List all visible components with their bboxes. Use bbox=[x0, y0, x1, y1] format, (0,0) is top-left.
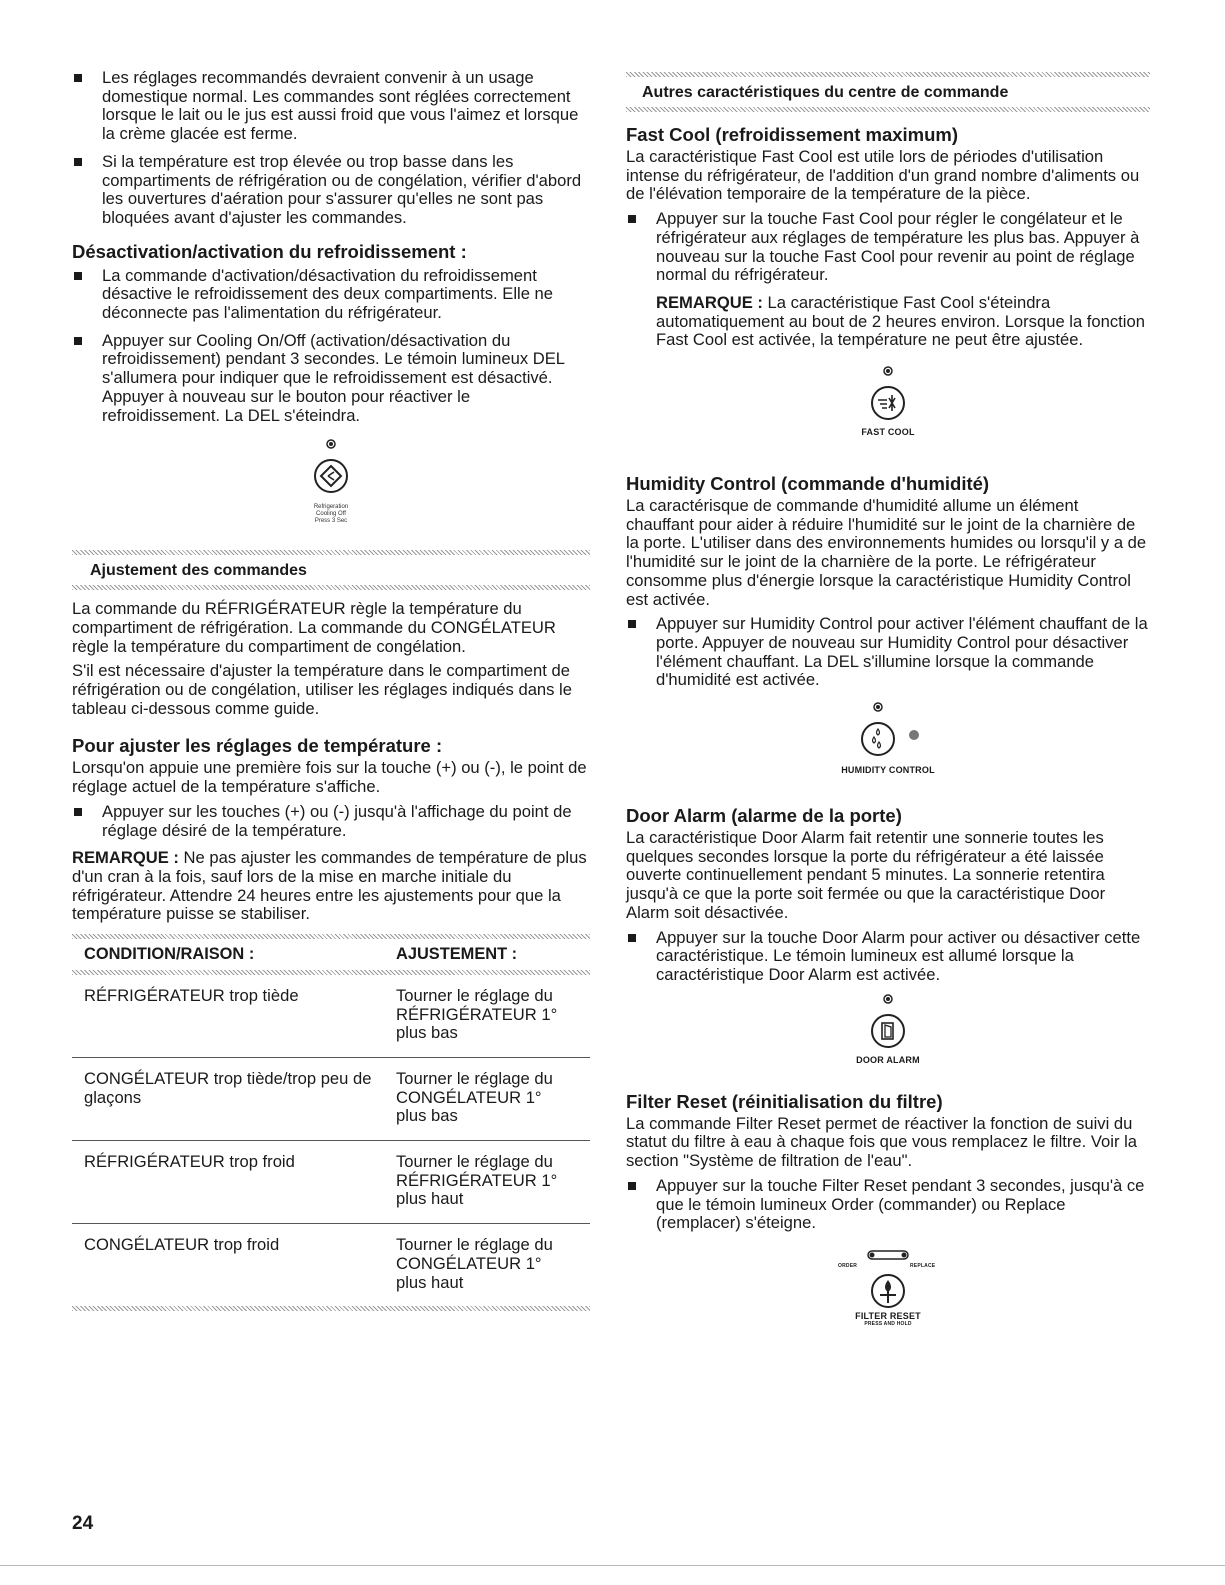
fastcool-heading: Fast Cool (refroidissement maximum) bbox=[626, 124, 959, 145]
intro-list bbox=[72, 69, 590, 228]
temp-heading: Pour ajuster les réglages de température : bbox=[72, 735, 443, 757]
door-caption: DOOR ALARM bbox=[856, 1054, 920, 1065]
humidity-control-icon[interactable] bbox=[828, 702, 948, 760]
table-cell: CONGÉLATEUR trop froid bbox=[84, 1235, 280, 1255]
control-center-banner bbox=[626, 72, 1150, 112]
table-cell: RÉFRIGÉRATEUR trop froid bbox=[72, 1141, 396, 1224]
humidity-paragraph: La caractérisque de commande d'humidité allume un élément chauffant pour aider à réduire l'humidité sur le joint de la charnière de la porte. L'utiliser dans des environnements humides ou lorsqu'il y a de l'humidité sur le joint de la charnière de la porte. Le réfrigérateur consomme plus d'énergie lorsque la caractéristique Humidity Control est activée. bbox=[626, 496, 1147, 609]
list-item: Appuyer sur Cooling On/Off (activation/désactivation du refroidissement) pendant 3 secondes. Le témoin lumineux DEL s'allumera pour indiquer que le refroidissement est désactivé. Appuyer à nouveau sur le bouton pour réactiver le refroidissement. La DEL s'éteindra. bbox=[72, 332, 590, 426]
list-item: Appuyer sur la touche Fast Cool pour régler le congélateur et le réfrigérateur aux réglages de température les plus bas. Appuyer à nouveau sur la touche Fast Cool pour revenir au point de réglage normal du réfrigérateur. bbox=[626, 210, 1150, 285]
list-item: Appuyer sur Humidity Control pour activer l'élément chauffant de la porte. Appuyer de nouveau sur Humidity Control pour désactiver l'élément chauffant. La DEL s'illumine lorsque la commande d'humidité est activée. bbox=[626, 615, 1150, 690]
order-label: ORDER bbox=[838, 1262, 858, 1269]
banner-title: Autres caractéristiques du centre de commande bbox=[642, 84, 1009, 101]
filter-icon-block bbox=[626, 1249, 1150, 1327]
cooling-caption-line: Press 3 Sec bbox=[314, 518, 348, 525]
list-item: Appuyer sur la touche Filter Reset pendant 3 secondes, jusqu'à ce que le témoin lumineux Order (commander) ou Replace (remplacer) s'éteigne. bbox=[626, 1177, 1150, 1233]
door-icon-block bbox=[626, 994, 1150, 1065]
adjust-banner-title: Ajustement des commandes bbox=[90, 562, 307, 580]
filter-paragraph: La commande Filter Reset permet de réactiver la fonction de suivi du statut du filtre à eau à chaque fois que vous remplacez le filtre. Voir la section "Système de filtration de l'eau". bbox=[626, 1113, 1138, 1171]
adjust-table bbox=[72, 934, 590, 1311]
fast-cool-icon[interactable] bbox=[868, 366, 908, 422]
table-cell: Tourner le réglage du RÉFRIGÉRATEUR 1° plus bas bbox=[396, 975, 590, 1058]
filter-caption: FILTER RESET bbox=[855, 1310, 921, 1321]
list-item: Appuyer sur la touche Door Alarm pour activer ou désactiver cette caractéristique. Le témoin lumineux est allumé lorsque la caractéristique Door Alarm est activée. bbox=[626, 929, 1150, 985]
note-text: La caractéristique Fast Cool s'éteindra automatiquement au bout de 2 heures environ. Lorsque la fonction Fast Cool est activée, la température ne peut être ajustée. bbox=[656, 292, 1145, 350]
divider bbox=[72, 1306, 590, 1311]
list-item: La commande d'activation/désactivation du refroidissement désactive le refroidissement des deux compartiments. Elle ne déconnecte pas l'alimentation du réfrigérateur. bbox=[72, 267, 590, 323]
divider bbox=[72, 585, 590, 590]
list-item: Les réglages recommandés devraient convenir à un usage domestique normal. Les commandes sont réglées correctement lorsque le lait ou le jus est aussi froid que vous l'aimez et lorsque la crème glacée est ferme. bbox=[72, 69, 590, 144]
temp-note bbox=[72, 849, 590, 924]
fastcool-caption: FAST COOL bbox=[861, 427, 915, 438]
door-heading: Door Alarm (alarme de la porte) bbox=[626, 805, 902, 827]
table-row bbox=[72, 1141, 590, 1224]
fastcool-note bbox=[626, 294, 1150, 350]
note-label: REMARQUE : bbox=[72, 848, 179, 868]
filter-heading: Filter Reset (réinitialisation du filtre) bbox=[626, 1090, 943, 1112]
cooling-icon-block bbox=[72, 439, 590, 525]
filter-list bbox=[626, 1177, 1150, 1233]
divider bbox=[0, 1565, 1225, 1566]
door-alarm-icon[interactable] bbox=[868, 994, 908, 1050]
cooling-caption-line: Refrigeration bbox=[313, 504, 349, 511]
fastcool-list bbox=[626, 210, 1150, 285]
door-list bbox=[626, 929, 1150, 985]
table-header: AJUSTEMENT : bbox=[396, 945, 518, 964]
table-cell: Tourner le réglage du CONGÉLATEUR 1° plus haut bbox=[396, 1235, 553, 1292]
humidity-icon-block bbox=[626, 702, 1150, 775]
cooling-heading: Désactivation/activation du refroidissement : bbox=[72, 240, 467, 262]
table-row bbox=[72, 975, 590, 1058]
table-row bbox=[72, 1057, 590, 1140]
adjust-banner bbox=[72, 550, 590, 590]
cooling-list bbox=[72, 267, 590, 426]
filter-reset-icon[interactable] bbox=[828, 1249, 948, 1311]
list-item: Appuyer sur les touches (+) ou (-) jusqu'à l'affichage du point de réglage désiré de la température. bbox=[72, 803, 590, 840]
replace-label: REPLACE bbox=[910, 1262, 936, 1269]
adjust-paragraph: S'il est nécessaire d'ajuster la température dans le compartiment de réfrigération ou de congélation, utiliser les réglages indiqués dans le tableau ci-dessous comme guide. bbox=[72, 661, 572, 718]
right-column bbox=[626, 0, 1150, 1327]
table-header-row bbox=[72, 939, 590, 970]
left-column bbox=[72, 0, 590, 1311]
humidity-list bbox=[626, 615, 1150, 690]
temp-paragraph: Lorsqu'on appuie une première fois sur la touche (+) ou (-), le point de réglage actuel de la température s'affiche. bbox=[72, 758, 587, 797]
list-item: Si la température est trop élevée ou trop basse dans les compartiments de réfrigération ou de congélation, vérifier d'abord les ouvertures d'aération pour s'assurer qu'elles ne sont pas bloquées avant d'ajuster les commandes. bbox=[72, 153, 590, 228]
page-number: 24 bbox=[72, 1513, 94, 1534]
divider bbox=[626, 107, 1150, 112]
adjust-paragraph: La commande du RÉFRIGÉRATEUR règle la température du compartiment de réfrigération. La commande du CONGÉLATEUR règle la température du compartiment de congélation. bbox=[72, 599, 556, 656]
temp-list bbox=[72, 803, 590, 840]
table-header: CONDITION/RAISON : bbox=[84, 945, 255, 964]
table-row bbox=[72, 1224, 590, 1307]
humidity-caption: HUMIDITY CONTROL bbox=[841, 765, 935, 776]
cooling-caption-line: Cooling Off bbox=[316, 511, 346, 518]
door-paragraph: La caractéristique Door Alarm fait retentir une sonnerie toutes les quelques secondes lorsque la porte du réfrigérateur a été laissée ouverte continuellement pendant 5 minutes. La sonnerie retentira jusqu'à ce que la porte soit fermée ou que la caractéristique Door Alarm soit désactivée. bbox=[626, 828, 1106, 922]
cooling-off-icon[interactable] bbox=[311, 439, 351, 501]
table-cell: RÉFRIGÉRATEUR trop tiède bbox=[72, 975, 396, 1058]
table-cell: Tourner le réglage du CONGÉLATEUR 1° plus bas bbox=[396, 1057, 590, 1140]
fastcool-icon-block bbox=[626, 366, 1150, 437]
note-text: Ne pas ajuster les commandes de température de plus d'un cran à la fois, sauf lors de la mise en marche initiale du réfrigérateur. Attendre 24 heures entre les ajustements pour que la température puisse se stabiliser. bbox=[72, 848, 587, 924]
filter-subcaption: PRESS AND HOLD bbox=[864, 1320, 912, 1327]
humidity-heading: Humidity Control (commande d'humidité) bbox=[626, 473, 990, 495]
fastcool-paragraph: La caractéristique Fast Cool est utile lors de périodes d'utilisation intense du réfrigérateur, de l'addition d'un grand nombre d'aliments ou de l'élévation temporaire de la température de la pièce. bbox=[626, 147, 1140, 204]
table-cell: Tourner le réglage du RÉFRIGÉRATEUR 1° plus haut bbox=[396, 1141, 590, 1224]
note-label: REMARQUE : bbox=[656, 292, 763, 312]
table-cell: CONGÉLATEUR trop tiède/trop peu de glaçons bbox=[72, 1057, 396, 1140]
